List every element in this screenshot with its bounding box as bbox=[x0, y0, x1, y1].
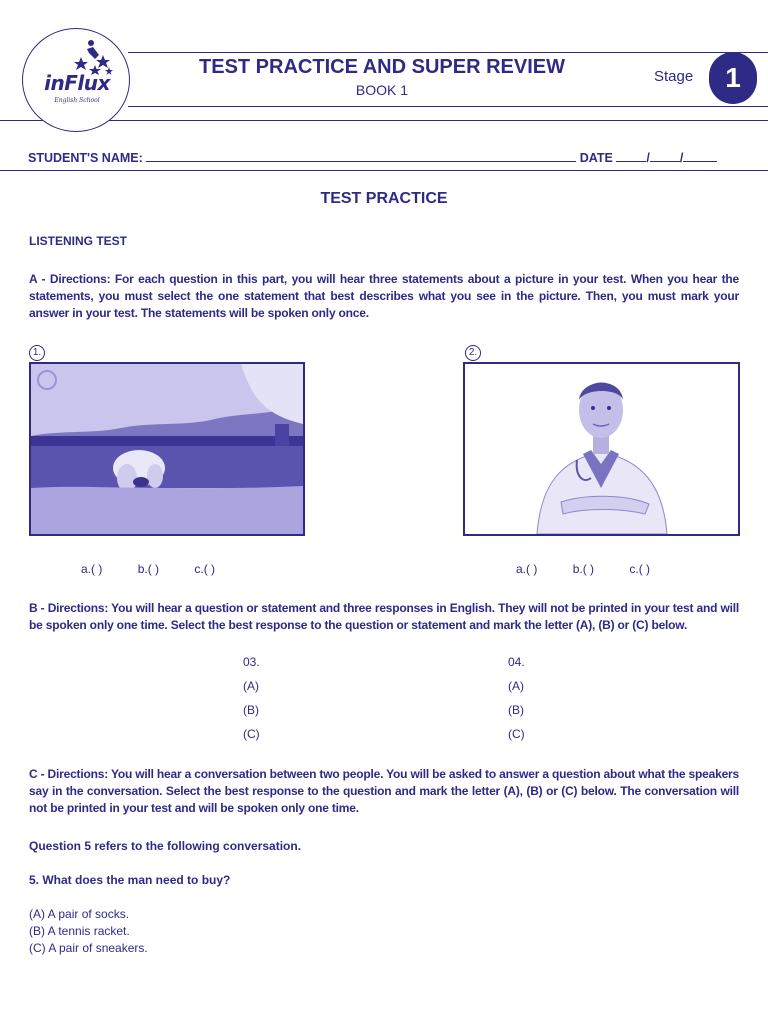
question-1-options bbox=[81, 562, 247, 576]
question-2-photo-doctor bbox=[463, 362, 740, 536]
date-month-field[interactable] bbox=[650, 150, 680, 162]
page-subtitle: BOOK 1 bbox=[355, 82, 409, 98]
dog-under-bed-image bbox=[31, 364, 303, 534]
student-info-row bbox=[28, 150, 744, 165]
part-c-refers-note: Question 5 refers to the following conversation. bbox=[29, 839, 302, 853]
part-b-directions: B - Directions: You will hear a question or statement and three responses in English. They will not be printed in your test and will be spoken only one time. Select the best response to the question or statement and mark the letter (A), (B) or (C) below. bbox=[29, 601, 739, 632]
header-top-rule bbox=[128, 52, 768, 53]
question-5-answer-b[interactable]: (B) A tennis racket. bbox=[29, 924, 130, 938]
question-1-option-b[interactable]: b.( ) bbox=[137, 562, 160, 576]
question-2-option-b[interactable]: b.( ) bbox=[572, 562, 595, 576]
section-title: TEST PRACTICE bbox=[320, 190, 448, 207]
question-3-choice-c[interactable]: (C) bbox=[243, 727, 260, 741]
stage-badge: 1 bbox=[709, 52, 757, 104]
date-separator: / bbox=[646, 151, 650, 165]
question-5-answer-c[interactable]: (C) A pair of sneakers. bbox=[29, 941, 148, 955]
date-day-field[interactable] bbox=[616, 150, 646, 162]
page-title: TEST PRACTICE AND SUPER REVIEW bbox=[199, 56, 565, 78]
question-2-option-a[interactable]: a.( ) bbox=[516, 562, 538, 576]
listening-test-heading: LISTENING TEST bbox=[29, 234, 128, 248]
stage-label: Stage bbox=[654, 68, 694, 85]
question-5-answer-a[interactable]: (A) A pair of socks. bbox=[29, 907, 130, 921]
question-5-text: 5. What does the man need to buy? bbox=[29, 873, 231, 887]
question-2-number: 2. bbox=[465, 345, 481, 361]
student-row-rule bbox=[0, 170, 768, 171]
question-1-photo-dog-under-bed bbox=[29, 362, 305, 536]
question-4-choice-c[interactable]: (C) bbox=[508, 727, 525, 741]
question-3-number: 03. bbox=[243, 655, 260, 669]
date-separator: / bbox=[679, 151, 684, 165]
question-4-choice-a[interactable]: (A) bbox=[508, 679, 524, 693]
header-mid-rule bbox=[128, 106, 768, 107]
student-name-field[interactable] bbox=[146, 150, 576, 162]
logo-wordmark: inFlux bbox=[44, 71, 110, 95]
question-3-choice-a[interactable]: (A) bbox=[243, 679, 259, 693]
question-4-block bbox=[508, 650, 525, 746]
part-a-directions: A - Directions: For each question in this part, you will hear three statements about a picture in your test. When you hear the statements, you must select the one statement that best describes what you see in the picture. Then, you must mark your answer in your test. The statements will be spoken only once. bbox=[29, 272, 739, 320]
part-c-directions: C - Directions: You will hear a conversation between two people. You will be asked to answer a question about what the speakers say in the conversation. Select the best response to the question and mark the letter (A), (B) or (C) below. The conversation will not be printed in your test and will be spoken only one time. bbox=[29, 767, 739, 815]
question-4-choice-b[interactable]: (B) bbox=[508, 703, 524, 717]
question-2-option-c[interactable]: c.( ) bbox=[629, 562, 651, 576]
influx-logo bbox=[22, 28, 130, 132]
student-name-label: STUDENT'S NAME: bbox=[28, 151, 143, 165]
logo-subtext: English School bbox=[54, 97, 100, 104]
date-year-field[interactable] bbox=[683, 150, 717, 162]
question-1-number: 1. bbox=[29, 345, 45, 361]
doctor-image bbox=[465, 364, 738, 534]
question-3-choice-b[interactable]: (B) bbox=[243, 703, 259, 717]
date-label: DATE bbox=[579, 151, 613, 165]
question-5-answers bbox=[29, 906, 148, 957]
question-2-options bbox=[516, 562, 682, 576]
question-1-option-c[interactable]: c.( ) bbox=[194, 562, 216, 576]
question-4-number: 04. bbox=[508, 655, 525, 669]
question-3-block bbox=[243, 650, 260, 746]
question-1-option-a[interactable]: a.( ) bbox=[81, 562, 103, 576]
